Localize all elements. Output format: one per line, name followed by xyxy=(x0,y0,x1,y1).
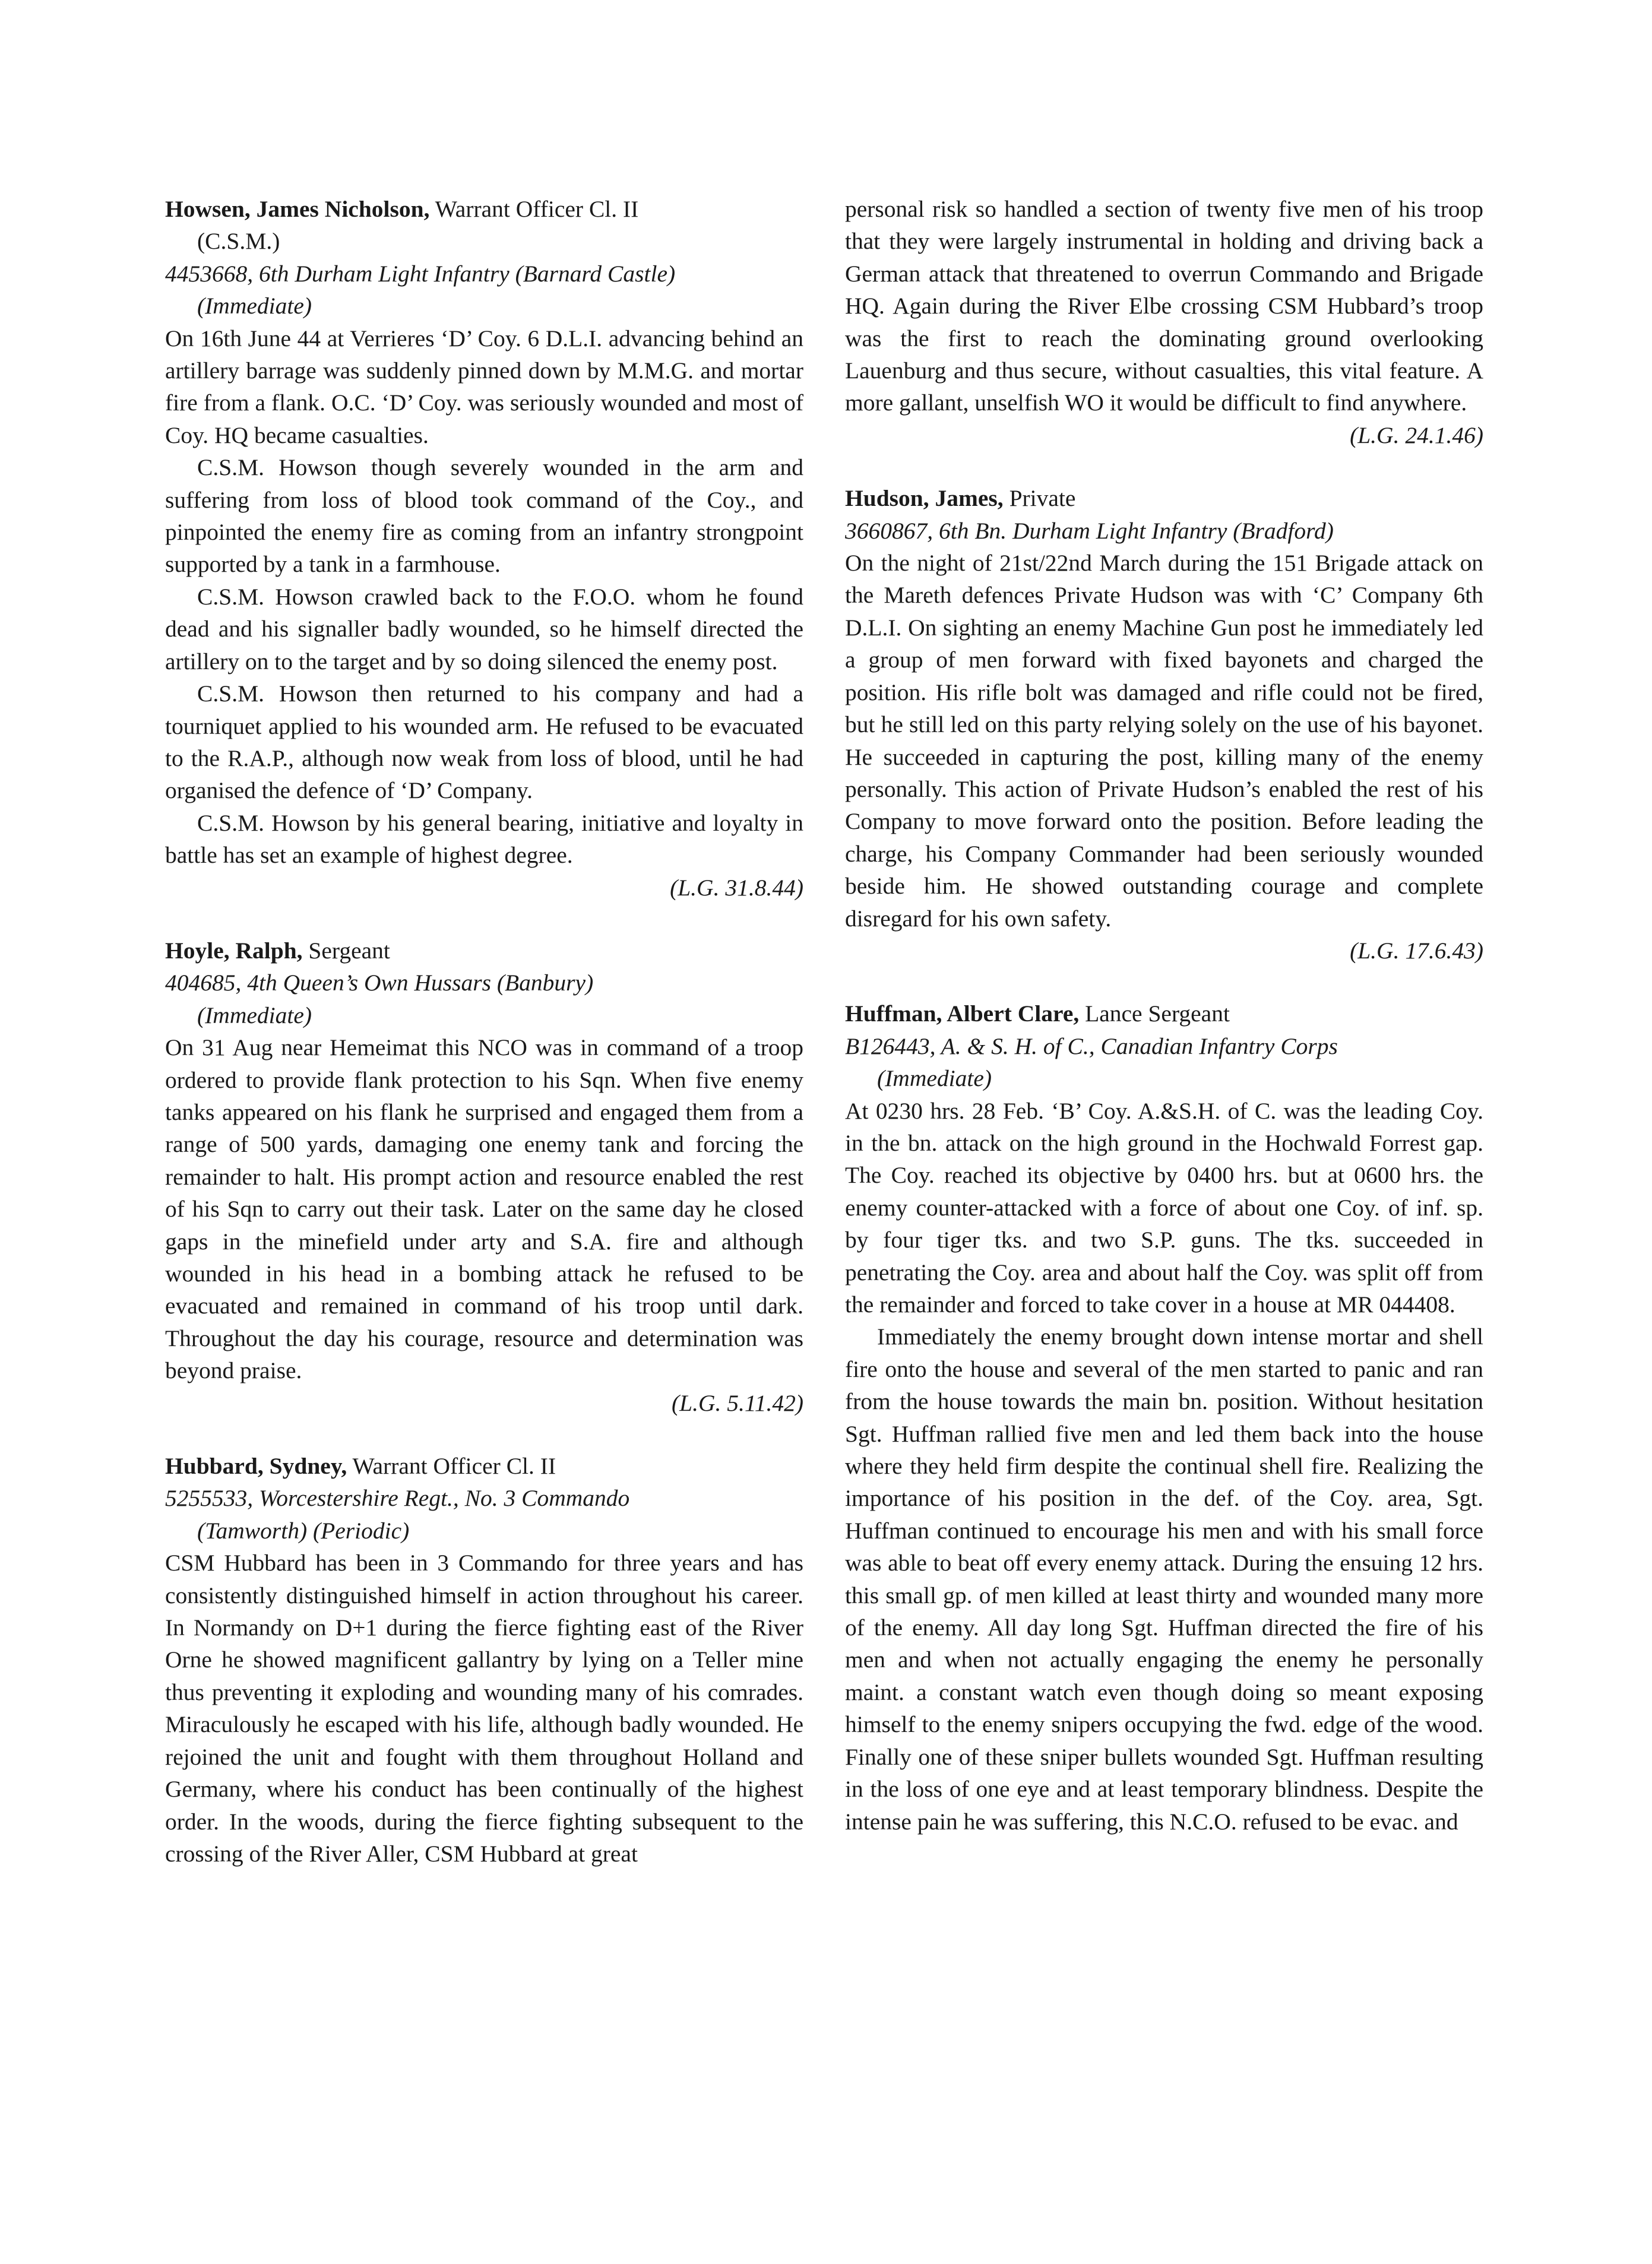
entry-huffman xyxy=(845,998,1483,1838)
entry-award-type: (Tamworth) (Periodic) xyxy=(197,1517,410,1544)
entry-award-type: (Immediate) xyxy=(877,1065,992,1092)
entry-award-type: (Immediate) xyxy=(197,293,312,319)
entry-heading xyxy=(165,1450,803,1482)
gazette-reference: (L.G. 24.1.46) xyxy=(1350,422,1483,448)
citation-paragraph: On the night of 21st/22nd March during the 151 Brigade attack on the Mareth defences Private Hudson was with ‘C’ Company 6th D.L.I. On sighting an enemy Machine Gun post he immediately led a group of men forward with fixed bayonets and charged the position. His rifle bolt was damaged and rifle could not be fired, but he still led on this party relying solely on the use of his bayonet. He succeeded in capturing the post, killing many of the enemy personally. This action of Private Hudson’s enabled the rest of his Company to move forward onto the position. Before leading the charge, his Company Commander had been seriously wounded beside him. He showed outstanding courage and complete disregard for his own safety. xyxy=(845,550,1483,932)
entry-rank: Lance Sergeant xyxy=(1085,1000,1230,1027)
gazette-reference: (L.G. 31.8.44) xyxy=(670,874,803,901)
entry-award-type: (Immediate) xyxy=(197,1002,312,1028)
entry-unit: 5255533, Worcestershire Regt., No. 3 Commando xyxy=(165,1485,630,1512)
left-column xyxy=(165,193,803,1901)
entry-name: Huffman, Albert Clare, xyxy=(845,1000,1080,1027)
citation-paragraph: C.S.M. Howson crawled back to the F.O.O. whom he found dead and his signaller badly wounded, so he himself directed the artillery on to the target and by so doing silenced the enemy post. xyxy=(165,583,803,675)
entry-name: Howsen, James Nicholson, xyxy=(165,196,430,222)
gazette-reference: (L.G. 5.11.42) xyxy=(672,1389,803,1416)
entry-unit: 4453668, 6th Durham Light Infantry (Barnard Castle) xyxy=(165,260,676,287)
citation-paragraph: CSM Hubbard has been in 3 Commando for three years and has consistently distinguished himself in action throughout his career. In Normandy on D+1 during the fierce fighting east of the River Orne he showed magnificent gallantry by lying on a Teller mine thus preventing it exploding and wounding many of his comrades. Miraculously he escaped with his life, although badly wounded. He rejoined the unit and fought with them throughout Holland and Germany, where his conduct has been continually of the highest order. In the woods, during the fierce fighting subsequent to the crossing of the River Aller, CSM Hubbard at great xyxy=(165,1550,803,1867)
citation-paragraph: C.S.M. Howson then returned to his company and had a tourniquet applied to his wounded arm. He refused to be evacuated to the R.A.P., although now weak from loss of blood, until he had organised the defence of ‘D’ Company. xyxy=(165,680,803,804)
citation-paragraph: On 16th June 44 at Verrieres ‘D’ Coy. 6 D.L.I. advancing behind an artillery barrage was suddenly pinned down by M.M.G. and mortar fire from a flank. O.C. ‘D’ Coy. was seriously wounded and most of Coy. HQ became casualties. xyxy=(165,325,803,448)
citation-paragraph: On 31 Aug near Hemeimat this NCO was in command of a troop ordered to provide flank protection to his Sqn. When five enemy tanks appeared on his flank he surprised and engaged them from a range of 500 yards, damaging one enemy tank and forcing the remainder to halt. His prompt action and resource enabled the rest of his Sqn to carry out their task. Later on the same day he closed gaps in the minefield under arty and S.A. fire and although wounded in his head in a bombing attack he refused to be evacuated and remained in command of his troop until dark. Throughout the day his courage, resource and determination was beyond praise. xyxy=(165,1034,803,1384)
entry-hubbard xyxy=(165,1450,803,1870)
citation-paragraph: C.S.M. Howson by his general bearing, initiative and loyalty in battle has set an example of highest degree. xyxy=(165,809,803,869)
entry-award: (C.S.M.) xyxy=(197,228,280,255)
entry-rank: Warrant Officer Cl. II xyxy=(352,1453,556,1480)
entry-name: Hoyle, Ralph, xyxy=(165,937,303,964)
entry-howsen xyxy=(165,193,803,904)
right-column xyxy=(845,193,1483,1869)
entry-rank: Warrant Officer Cl. II xyxy=(435,196,639,222)
citation-paragraph: Immediately the enemy brought down intense mortar and shell fire onto the house and several of the men started to panic and ran from the house towards the main bn. position. Without hesitation Sgt. Huffman rallied five men and led them back into the house where they held firm despite the continual shell fire. Realizing the importance of his position in the def. of the Coy. area, Sgt. Huffman continued to encourage his men and with his small force was able to beat off every enemy attack. During the ensuing 12 hrs. this small gp. of men killed at least thirty and wounded many more of the enemy. All day long Sgt. Huffman directed the fire of his men and when not actually engaging the enemy he personally maint. a constant watch even though doing so meant exposing himself to the enemy snipers occupying the fwd. edge of the wood. Finally one of these sniper bullets wounded Sgt. Huffman resulting in the loss of one eye and at least temporary blindness. Despite the intense pain he was suffering, this N.C.O. refused to be evac. and xyxy=(845,1323,1483,1835)
entry-hubbard-continued xyxy=(845,193,1483,451)
entry-rank: Sergeant xyxy=(308,937,390,964)
entry-heading xyxy=(845,482,1483,514)
entry-name: Hudson, James, xyxy=(845,485,1004,512)
entry-unit: 404685, 4th Queen’s Own Hussars (Banbury) xyxy=(165,970,594,996)
entry-heading xyxy=(845,998,1483,1030)
citation-paragraph: At 0230 hrs. 28 Feb. ‘B’ Coy. A.&S.H. of C. was the leading Coy. in the bn. attack on the high ground in the Hochwald Forrest gap. The Coy. reached its objective by 0400 hrs. but at 0600 hrs. the enemy counter-attacked with a force of about one Coy. of inf. sp. by four tiger tks. and two S.P. guns. The tks. succeeded in penetrating the Coy. area and about half the Coy. was split off from the remainder and forced to take cover in a house at MR 044408. xyxy=(845,1097,1483,1318)
entry-unit: B126443, A. & S. H. of C., Canadian Infantry Corps xyxy=(845,1033,1338,1059)
entry-name: Hubbard, Sydney, xyxy=(165,1453,347,1480)
citation-paragraph: C.S.M. Howson though severely wounded in the arm and suffering from loss of blood took command of the Coy., and pinpointed the enemy fire as coming from an infantry strongpoint supported by a tank in a farmhouse. xyxy=(165,454,803,578)
gazette-reference: (L.G. 17.6.43) xyxy=(1350,937,1483,964)
entry-rank: Private xyxy=(1009,485,1076,512)
entry-heading xyxy=(165,193,803,225)
entry-hudson xyxy=(845,482,1483,967)
citation-paragraph: personal risk so handled a section of twenty five men of his troop that they were largely instrumental in holding and driving back a German attack that threatened to overrun Commando and Brigade HQ. Again during the River Elbe crossing CSM Hubbard’s troop was the first to reach the dominating ground overlooking Lauenburg and thus secure, without casualties, this vital feature. A more gallant, unselfish WO it would be difficult to find anywhere. xyxy=(845,196,1483,416)
entry-heading xyxy=(165,935,803,967)
entry-hoyle xyxy=(165,935,803,1419)
entry-unit: 3660867, 6th Bn. Durham Light Infantry (Bradford) xyxy=(845,517,1334,544)
